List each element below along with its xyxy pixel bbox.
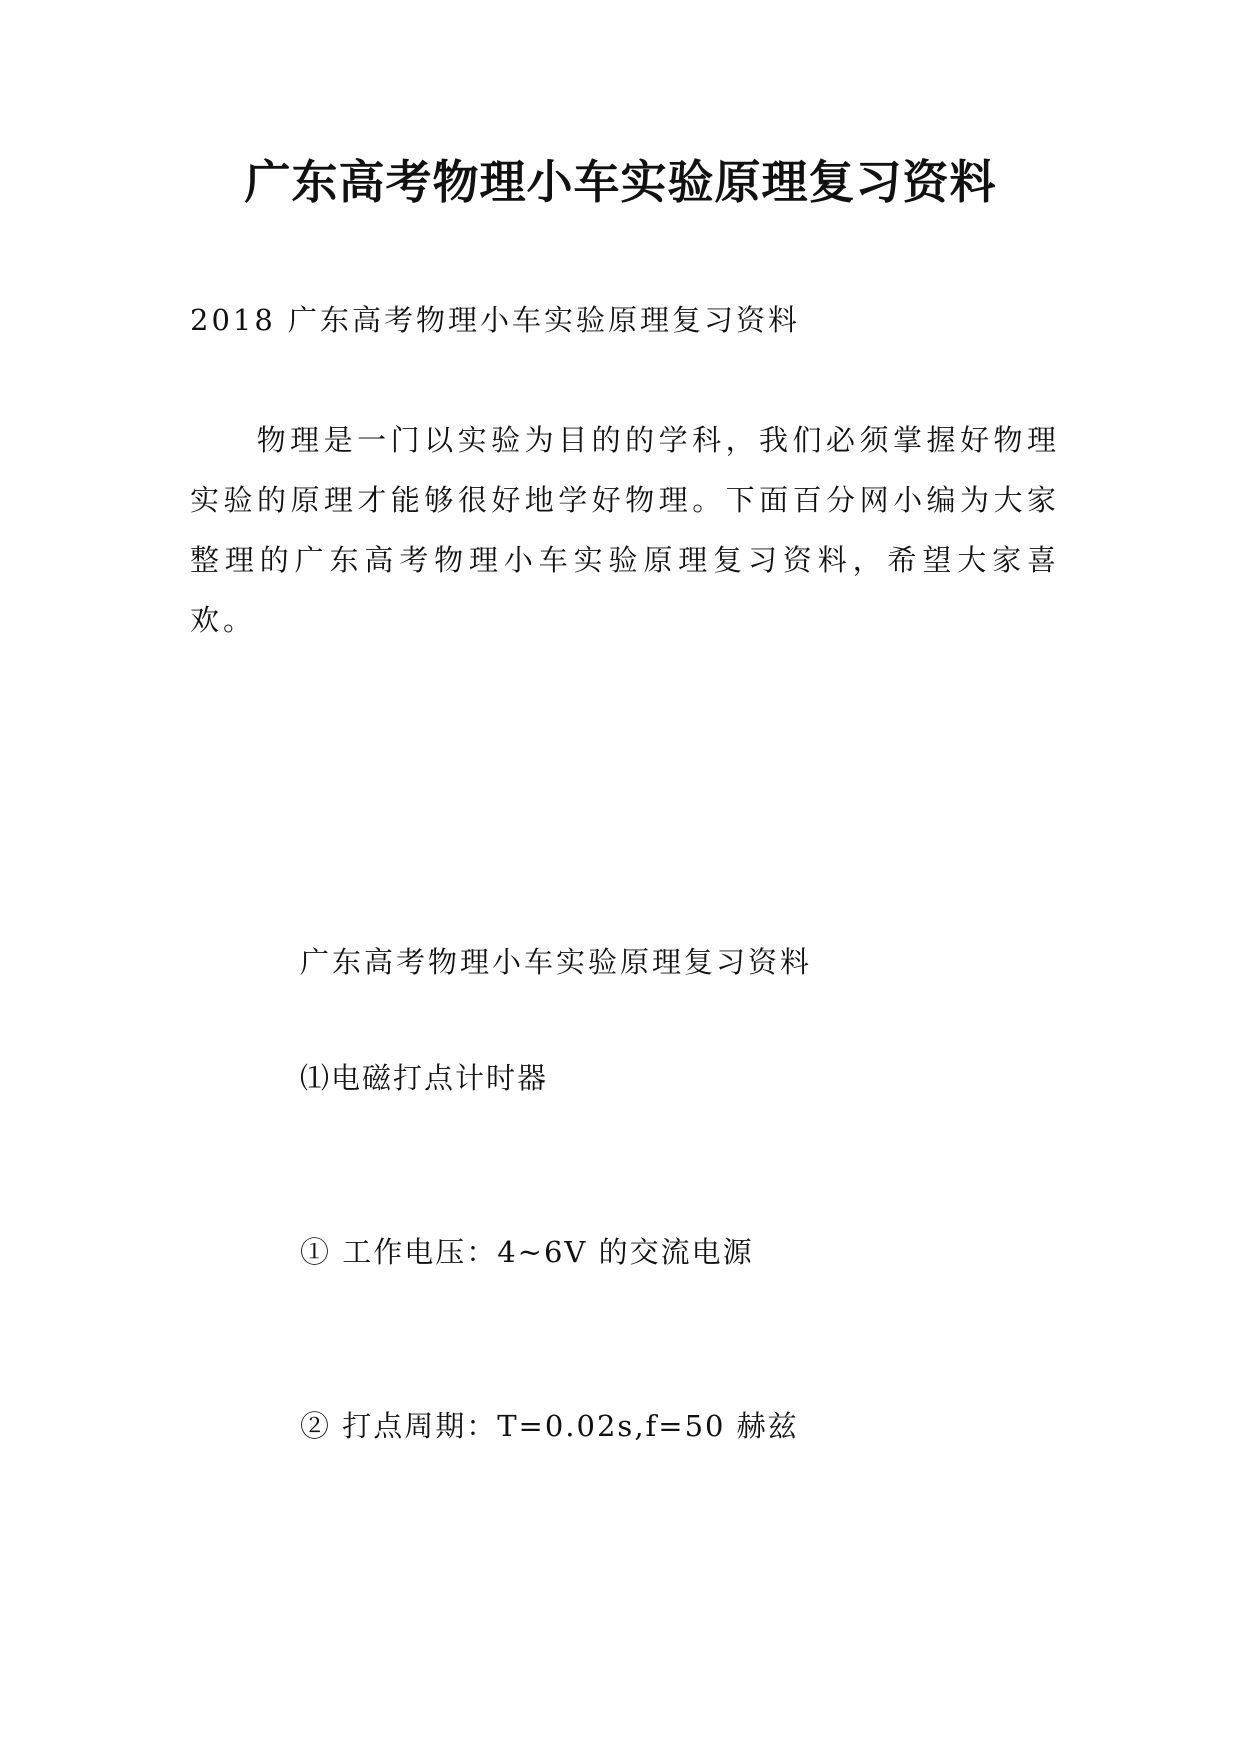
point-2-dot-period: ② 打点周期：T=0.02s,f=50 赫兹	[300, 1409, 799, 1443]
item-heading: ⑴电磁打点计时器	[300, 1061, 549, 1095]
document-subtitle: 2018 广东高考物理小车实验原理复习资料	[190, 303, 801, 337]
document-title: 广东高考物理小车实验原理复习资料	[244, 155, 997, 209]
intro-paragraph: 物理是一门以实验为目的的学科，我们必须掌握好物理实验的原理才能够很好地学好物理。下面百分网小编为大家整理的广东高考物理小车实验原理复习资料，希望大家喜欢。	[190, 423, 1060, 637]
section-heading: 广东高考物理小车实验原理复习资料	[300, 945, 813, 979]
point-1-working-voltage: ① 工作电压：4~6V 的交流电源	[300, 1235, 754, 1269]
